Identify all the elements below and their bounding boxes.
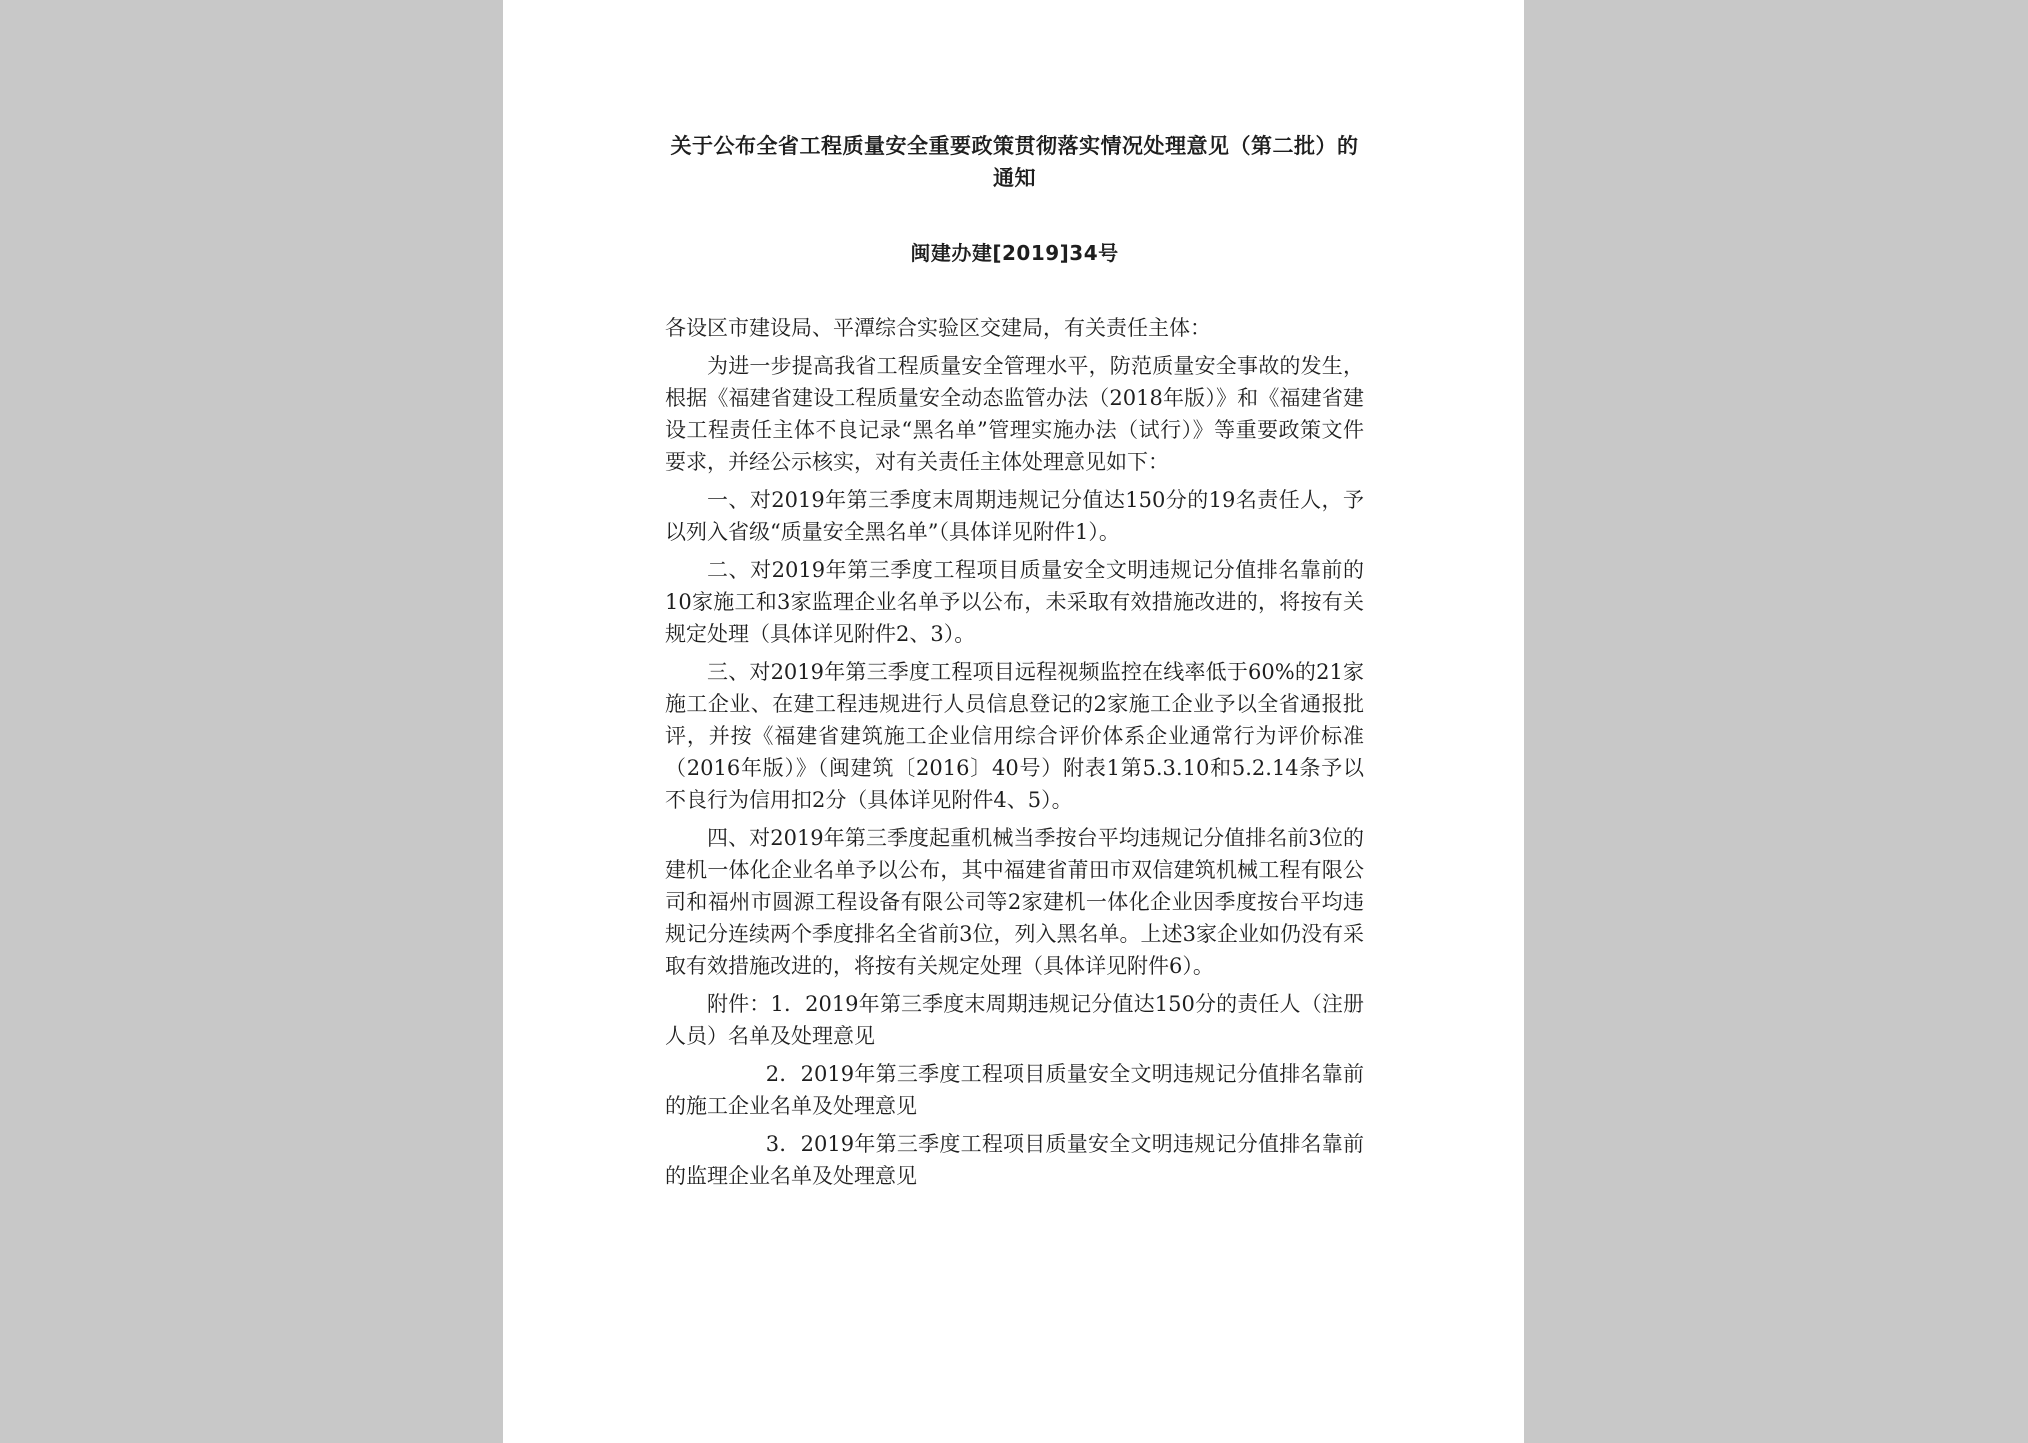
document-page	[503, 0, 1524, 1443]
attachment-item-1: 附件：1．2019年第三季度末周期违规记分值达150分的责任人（注册人员）名单及处理意见	[665, 992, 1364, 1048]
document-number: 闽建办建[2019]34号	[910, 241, 1119, 265]
body-paragraph-item-4: 四、对2019年第三季度起重机械当季按台平均违规记分值排名前3位的建机一体化企业名单予以公布，其中福建省莆田市双信建筑机械工程有限公司和福州市圆源工程设备有限公司等2家建机一体化企业因季度按台平均违规记分连续两个季度排名全省前3位，列入黑名单。上述3家企业如仍没有采取有效措施改进的，将按有关规定处理（具体详见附件6）。	[665, 826, 1364, 978]
body-paragraph-item-3: 三、对2019年第三季度工程项目远程视频监控在线率低于60%的21家施工企业、在建工程违规进行人员信息登记的2家施工企业予以全省通报批评，并按《福建省建筑施工企业信用综合评价体系企业通常行为评价标准（2016年版）》（闽建筑〔2016〕40号）附表1第5.3.10和5.2.14条予以不良行为信用扣2分（具体详见附件4、5）。	[665, 660, 1364, 812]
attachment-item-3: 3．2019年第三季度工程项目质量安全文明违规记分值排名靠前的监理企业名单及处理意见	[665, 1132, 1364, 1188]
body-paragraph-intro: 为进一步提高我省工程质量安全管理水平，防范质量安全事故的发生，根据《福建省建设工程质量安全动态监管办法（2018年版）》和《福建省建设工程责任主体不良记录“黑名单”管理实施办法（试行）》等重要政策文件要求，并经公示核实，对有关责任主体处理意见如下：	[665, 354, 1364, 474]
document-title: 关于公布全省工程质量安全重要政策贯彻落实情况处理意见（第二批）的通知	[670, 134, 1359, 190]
body-paragraph-item-1: 一、对2019年第三季度末周期违规记分值达150分的19名责任人，予以列入省级“质量安全黑名单”（具体详见附件1）。	[665, 488, 1364, 544]
attachment-item-2: 2．2019年第三季度工程项目质量安全文明违规记分值排名靠前的施工企业名单及处理意见	[665, 1062, 1364, 1118]
body-paragraph-item-2: 二、对2019年第三季度工程项目质量安全文明违规记分值排名靠前的10家施工和3家监理企业名单予以公布，未采取有效措施改进的，将按有关规定处理（具体详见附件2、3）。	[665, 558, 1364, 646]
addressee-line: 各设区市建设局、平潭综合实验区交建局，有关责任主体：	[665, 316, 1211, 340]
